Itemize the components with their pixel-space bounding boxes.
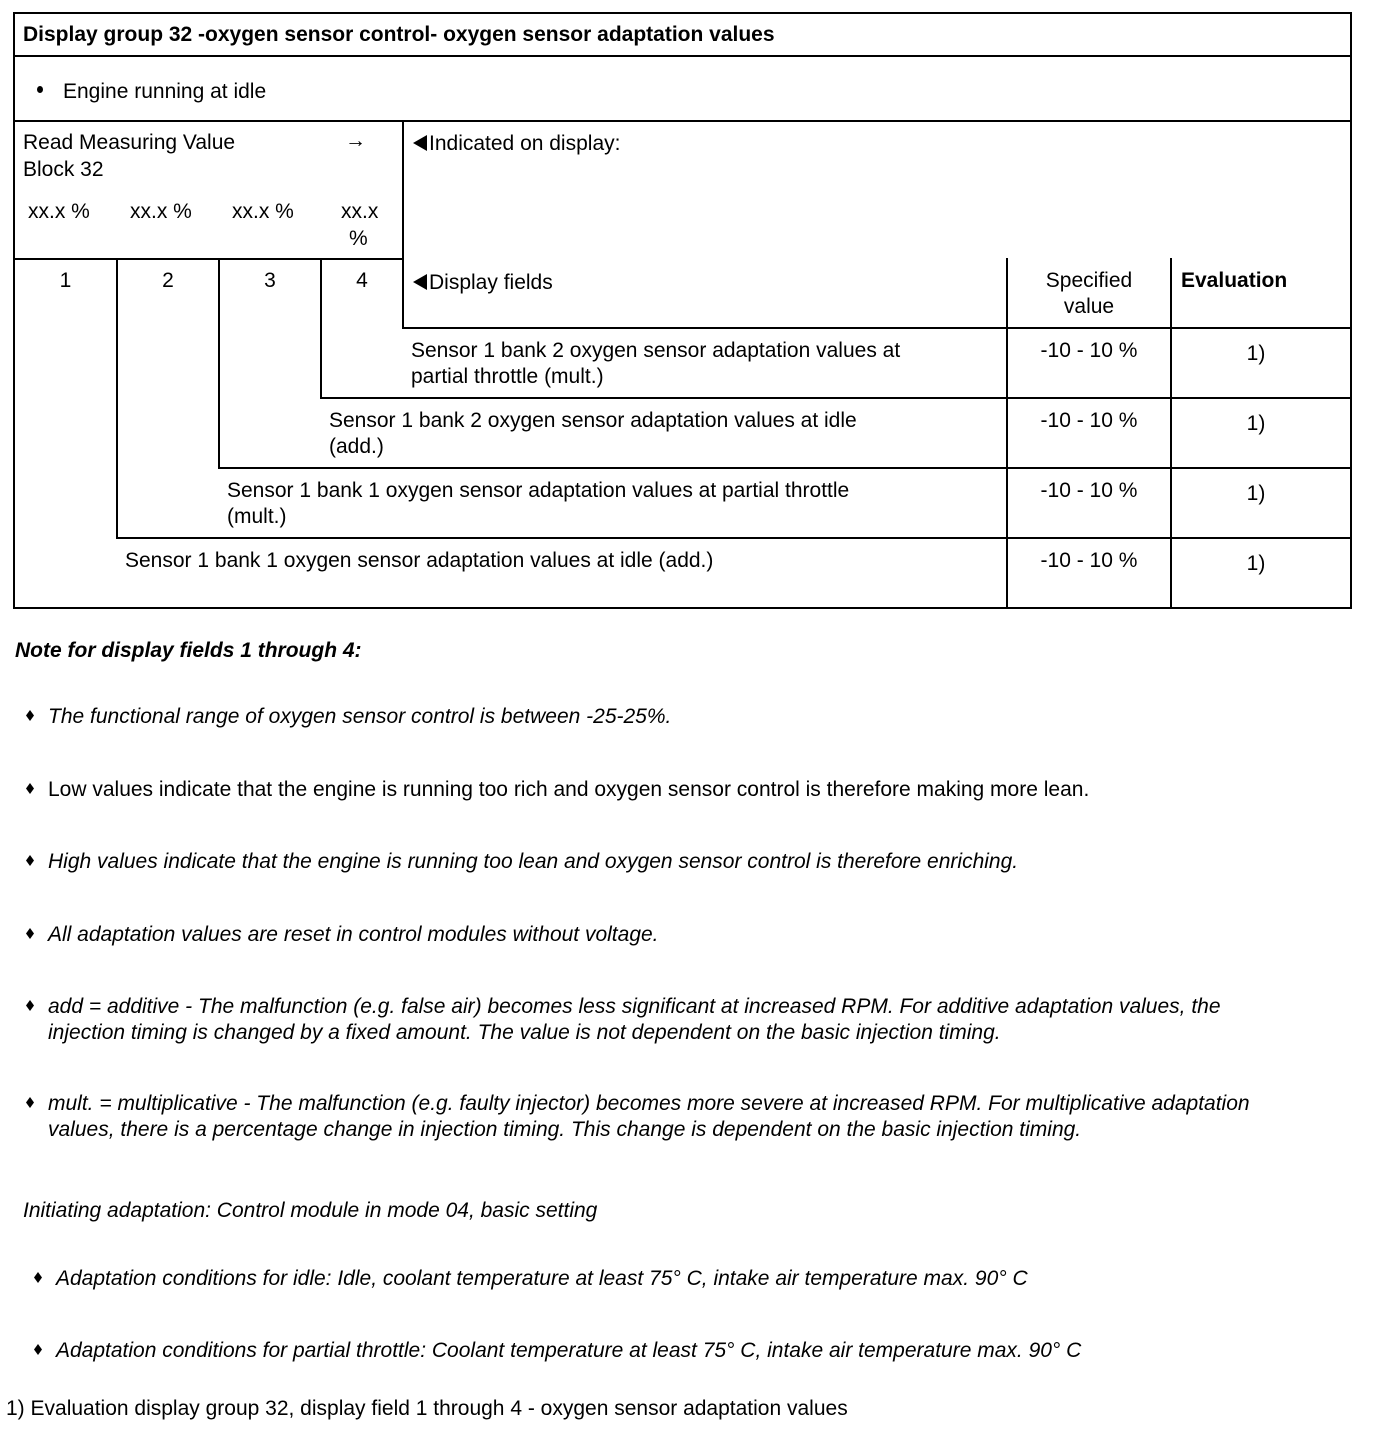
- field-number-1: 1: [59, 269, 72, 292]
- diamond-bullet-icon: [26, 783, 34, 794]
- diamond-bullet-icon: [26, 1097, 34, 1108]
- row-description-cont: (add.): [329, 435, 384, 458]
- table-border-right: [1350, 12, 1352, 609]
- row-description-cont: partial throttle (mult.): [411, 365, 604, 388]
- note-item: The functional range of oxygen sensor control is between -25-25%.: [48, 705, 672, 728]
- field-number-3: 3: [264, 269, 276, 292]
- specified-value-header-2: value: [1063, 295, 1115, 318]
- divider: [13, 55, 1352, 57]
- row-description: Sensor 1 bank 1 oxygen sensor adaptation values at idle (add.): [125, 549, 714, 572]
- evaluation-header: Evaluation: [1181, 269, 1288, 292]
- divider: [13, 120, 1352, 122]
- triangle-left-icon: [413, 135, 427, 151]
- indicated-label: Indicated on display:: [429, 132, 621, 155]
- row-specified-value: -10 - 10 %: [1040, 479, 1138, 502]
- bullet-icon: [37, 86, 43, 93]
- note-item: Low values indicate that the engine is running too rich and oxygen sensor control is therefore making more lean.: [48, 778, 1090, 801]
- row-evaluation: 1): [1246, 552, 1266, 575]
- table-border-left: [13, 12, 15, 609]
- read-block-line1: Read Measuring Value: [23, 131, 236, 154]
- footnote: 1) Evaluation display group 32, display field 1 through 4 - oxygen sensor adaptation values: [6, 1397, 848, 1420]
- read-value-4: xx.x: [341, 200, 379, 223]
- row-specified-value: -10 - 10 %: [1040, 549, 1138, 572]
- diamond-bullet-icon: [26, 855, 34, 866]
- note-item: mult. = multiplicative - The malfunction (e.g. faulty injector) becomes more severe at increased RPM. For multiplicative adaptation values, there is a percentage change in injection timing. This change is dependent on the basic injection timing.: [48, 1092, 1250, 1141]
- note-item: High values indicate that the engine is running too lean and oxygen sensor control is therefore enriching.: [48, 850, 1019, 873]
- read-value-4-unit: %: [349, 227, 368, 250]
- row-description: Sensor 1 bank 2 oxygen sensor adaptation values at: [411, 339, 901, 362]
- diamond-bullet-icon: [26, 710, 34, 721]
- row-evaluation: 1): [1246, 412, 1266, 435]
- read-value-2: xx.x %: [130, 200, 192, 223]
- read-value-1: xx.x %: [28, 200, 90, 223]
- display-fields-header: Display fields: [429, 271, 553, 294]
- adaptation-condition-item: Adaptation conditions for idle: Idle, coolant temperature at least 75° C, intake air temperature max. 90° C: [56, 1267, 1028, 1290]
- initiating-adaptation-text: Initiating adaptation: Control module in mode 04, basic setting: [23, 1199, 598, 1222]
- divider: [116, 258, 118, 539]
- divider: [13, 258, 404, 260]
- notes-heading: Note for display fields 1 through 4:: [15, 639, 362, 662]
- table-border-bottom: [13, 607, 1352, 609]
- field-number-4: 4: [356, 269, 368, 292]
- divider: [321, 397, 1352, 399]
- row-specified-value: -10 - 10 %: [1040, 409, 1138, 432]
- adaptation-condition-item: Adaptation conditions for partial throttle: Coolant temperature at least 75° C, intake air temperature max. 90° C: [56, 1339, 1082, 1362]
- field-number-2: 2: [162, 269, 174, 292]
- diamond-bullet-icon: [34, 1344, 42, 1355]
- divider: [116, 537, 1352, 539]
- row-evaluation: 1): [1246, 482, 1266, 505]
- row-description: Sensor 1 bank 2 oxygen sensor adaptation values at idle: [329, 409, 857, 432]
- read-block-line2: Block 32: [23, 158, 104, 181]
- diamond-bullet-icon: [34, 1272, 42, 1283]
- divider: [402, 120, 404, 329]
- divider: [403, 327, 1352, 329]
- specified-value-header-1: Specified: [1045, 269, 1133, 292]
- arrow-right-icon: →: [345, 129, 366, 152]
- triangle-left-icon: [413, 274, 427, 290]
- diamond-bullet-icon: [26, 928, 34, 939]
- table-border-top: [13, 12, 1352, 14]
- read-value-3: xx.x %: [232, 200, 294, 223]
- row-evaluation: 1): [1246, 342, 1266, 365]
- diamond-bullet-icon: [26, 1000, 34, 1011]
- row-description-cont: (mult.): [227, 505, 287, 528]
- note-item: All adaptation values are reset in control modules without voltage.: [48, 923, 659, 946]
- row-description: Sensor 1 bank 1 oxygen sensor adaptation values at partial throttle: [227, 479, 850, 502]
- row-specified-value: -10 - 10 %: [1040, 339, 1138, 362]
- table-title: Display group 32 -oxygen sensor control- oxygen sensor adaptation values: [23, 23, 775, 46]
- divider: [219, 467, 1352, 469]
- note-item: add = additive - The malfunction (e.g. false air) becomes less significant at increased RPM. For additive adaptation values, the injection timing is changed by a fixed amount. The value is not dependent on the basic injection timing.: [48, 995, 1221, 1044]
- condition-text: Engine running at idle: [63, 80, 267, 103]
